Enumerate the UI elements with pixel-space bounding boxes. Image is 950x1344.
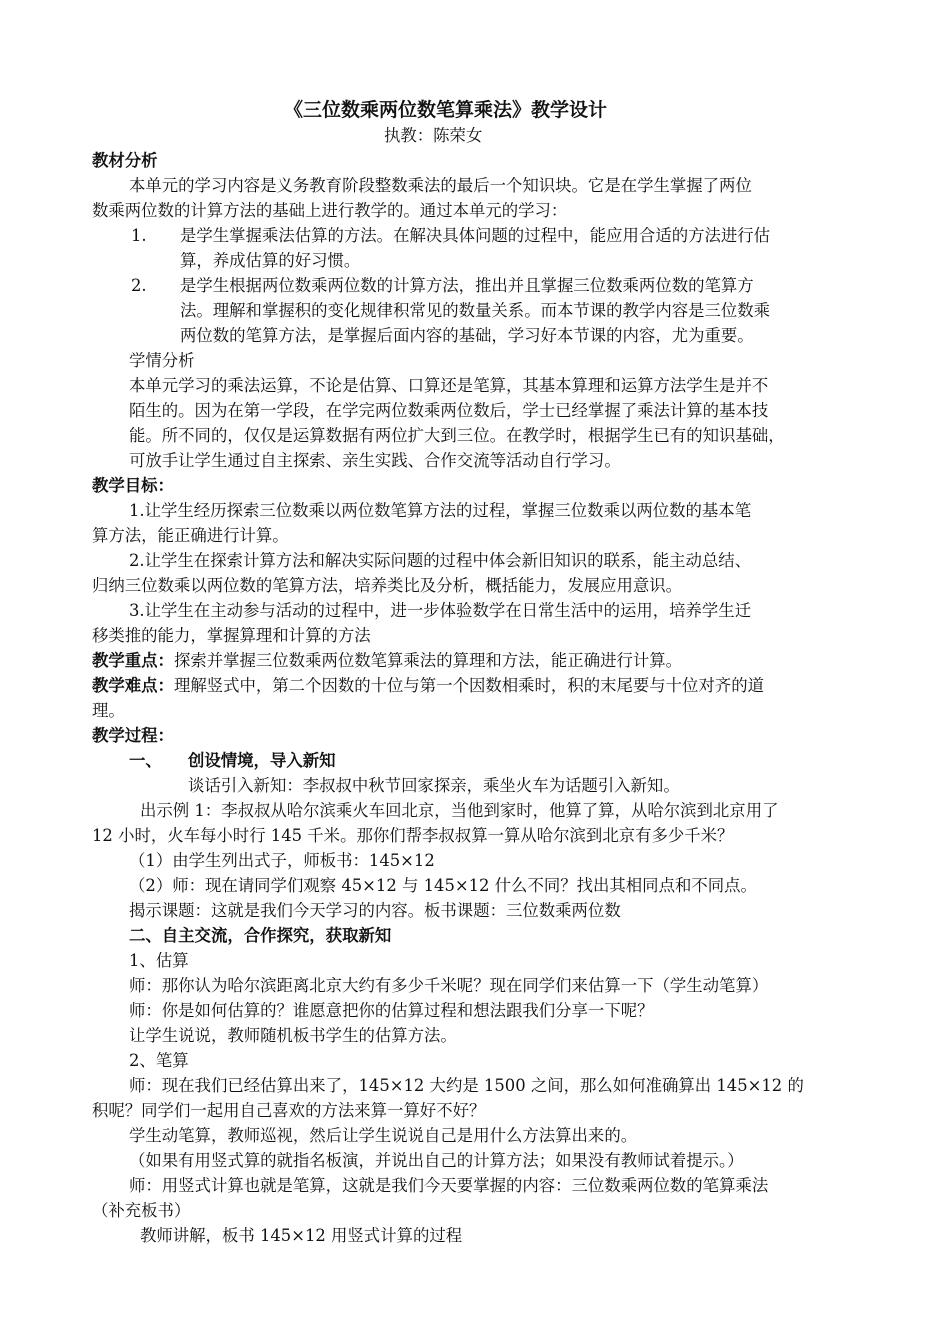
paragraph-line: 师：那你认为哈尔滨距离北京大约有多少千米呢？现在同学们来估算一下（学生动笔算）: [129, 976, 769, 995]
paragraph-line: 可放手让学生通过自主探索、亲生实践、合作交流等活动自行学习。: [129, 451, 621, 470]
zhongdian-label: 教学重点：: [92, 651, 174, 670]
heading-jiaocai: 教材分析: [92, 151, 158, 170]
paragraph-line: 谈话引入新知：李叔叔中秋节回家探亲，乘坐火车为话题引入新知。: [188, 776, 680, 795]
subheading-gusuan: 1、估算: [129, 951, 189, 970]
document-title: 《三位数乘两位数笔算乘法》教学设计: [284, 99, 608, 121]
paragraph-line: 本单元学习的乘法运算，不论是估算、口算还是笔算，其基本算理和运算方法学生是并不: [129, 376, 769, 395]
heading-guocheng: 教学过程：: [92, 726, 174, 745]
paragraph-line: （2）师：现在请同学们观察 45×12 与 145×12 什么不同？找出其相同点和不同点。: [129, 876, 757, 895]
list-item-line: 是学生根据两位数乘两位数的计算方法，推出并且掌握三位数乘两位数的笔算方: [180, 276, 754, 295]
paragraph-line: 师：现在我们已经估算出来了，145×12 大约是 1500 之间，那么如何准确算出 145×12 的: [129, 1076, 804, 1095]
nandian-label: 教学难点：: [92, 676, 174, 695]
list-item-line: 是学生掌握乘法估算的方法。在解决具体问题的过程中，能应用合适的方法进行估: [180, 226, 771, 245]
zhongdian-text: 探索并掌握三位数乘两位数笔算乘法的算理和方法，能正确进行计算。: [173, 651, 683, 670]
heading-mubiao: 教学目标：: [92, 476, 174, 495]
step1-number: 一、: [129, 751, 162, 770]
nandian-text: 理解竖式中，第二个因数的十位与第一个因数相乘时，积的末尾要与十位对齐的道: [173, 676, 765, 695]
list-number: 1.: [131, 226, 147, 245]
list-item-line: 算，养成估算的好习惯。: [180, 251, 361, 270]
paragraph-line: 让学生说说，教师随机板书学生的估算方法。: [129, 1026, 457, 1045]
list-item-line: 两位数的笔算方法，是掌握后面内容的基础，学习好本节课的内容，尤为重要。: [180, 326, 754, 345]
paragraph-line: 本单元的学习内容是义务教育阶段整数乘法的最后一个知识块。它是在学生掌握了两位: [129, 176, 752, 195]
paragraph-line: 能。所不同的，仅仅是运算数据有两位扩大到三位。在教学时，根据学生已有的知识基础，: [129, 426, 785, 445]
paragraph-line: 学生动笔算，教师巡视，然后让学生说说自己是用什么方法算出来的。: [129, 1126, 638, 1145]
heading-xueqing: 学情分析: [129, 351, 195, 370]
paragraph-line: （如果有用竖式算的就指名板演，并说出自己的计算方法；如果没有教师试着提示。）: [129, 1151, 744, 1170]
paragraph-line: 移类推的能力，掌握算理和计算的方法: [92, 626, 371, 645]
paragraph-line: 揭示课题：这就是我们今天学习的内容。板书课题：三位数乘两位数: [129, 901, 621, 920]
author-line: 执教：陈荣女: [384, 126, 483, 145]
subheading-bisuan: 2、笔算: [129, 1051, 189, 1070]
paragraph-line: 陌生的。因为在第一学段，在学完两位数乘两位数后，学士已经掌握了乘法计算的基本技: [129, 401, 769, 420]
paragraph-line: 师：用竖式计算也就是笔算，这就是我们今天要掌握的内容：三位数乘两位数的笔算乘法: [129, 1176, 769, 1195]
zhongdian-line: [92, 649, 682, 673]
step1-title: 创设情境，导入新知: [188, 751, 336, 770]
list-item-line: 法。理解和掌握积的变化规律积常见的数量关系。而本节课的教学内容是三位数乘: [180, 301, 771, 320]
paragraph-line: （补充板书）: [92, 1201, 191, 1220]
list-number: 2.: [131, 276, 147, 295]
paragraph-line: 12 小时，火车每小时行 145 千米。那你们帮李叔叔算一算从哈尔滨到北京有多少千米？: [92, 826, 734, 845]
paragraph-line: 1.让学生经历探索三位数乘以两位数笔算方法的过程，掌握三位数乘以两位数的基本笔: [129, 501, 752, 520]
paragraph-line: 积呢？同学们一起用自己喜欢的方法来算一算好不好？: [92, 1101, 486, 1120]
step2-title: 二、自主交流，合作探究，获取新知: [129, 926, 392, 945]
nandian-line: [92, 674, 764, 698]
paragraph-line: 数乘两位数的计算方法的基础上进行教学的。通过本单元的学习：: [92, 201, 568, 220]
paragraph-line: 2.让学生在探索计算方法和解决实际问题的过程中体会新旧知识的联系，能主动总结、: [129, 551, 752, 570]
paragraph-line: 出示例 1：李叔叔从哈尔滨乘火车回北京，当他到家时，他算了算，从哈尔滨到北京用了: [140, 801, 779, 820]
paragraph-line: 归纳三位数乘以两位数的笔算方法，培养类比及分析，概括能力，发展应用意识。: [92, 576, 683, 595]
paragraph-line: 教师讲解，板书 145×12 用竖式计算的过程: [140, 1226, 463, 1245]
paragraph-line: （1）由学生列出式子，师板书：145×12: [129, 851, 435, 870]
paragraph-line: 3.让学生在主动参与活动的过程中，进一步体验数学在日常生活中的运用，培养学生迁: [129, 601, 752, 620]
paragraph-line: 算方法，能正确进行计算。: [92, 526, 289, 545]
paragraph-line: 理。: [92, 701, 125, 720]
paragraph-line: 师：你是如何估算的？谁愿意把你的估算过程和想法跟我们分享一下呢？: [129, 1001, 654, 1020]
